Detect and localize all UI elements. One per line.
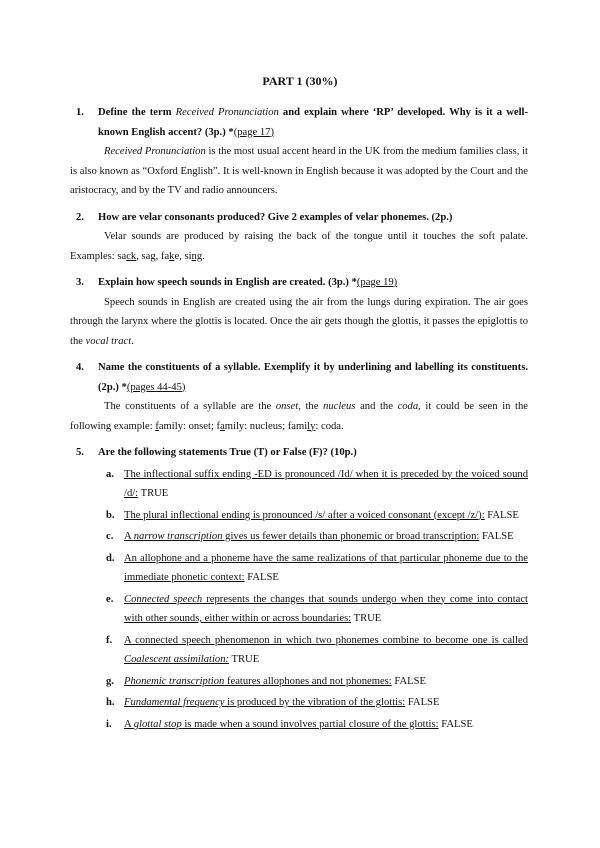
answer-4 — [70, 397, 528, 436]
answer-text: : coda. — [315, 420, 344, 432]
statement-text — [124, 506, 528, 526]
statement-underlined: The inflectional suffix ending -ED is pronounced /Id/ when it is preceded by the voiced sound /d/: — [124, 468, 528, 499]
question-text: Are the following statements True (T) or False (F)? (10p.) — [98, 447, 357, 458]
question-text-part: Explain how speech sounds in English are created. (3p.) * — [98, 277, 357, 288]
underlined-letters: ck — [126, 250, 137, 262]
statement-letter: e. — [106, 593, 114, 605]
statement-underlined: An allophone and a phoneme have the same realizations of that particular phoneme due to the immediate phonetic context: — [124, 552, 528, 583]
question-number: 2. — [76, 211, 84, 223]
underlined-letters: g — [150, 250, 156, 262]
answer-text: The constituents of a syllable are the — [104, 401, 276, 412]
question-text-part: Define the term — [98, 107, 176, 118]
statement-letter: d. — [106, 552, 115, 564]
answer-2 — [70, 227, 528, 266]
answer-text: is the most usual accent heard in the UK from the medium families class, it is also known as “Oxford English”. It is well-known in English because it was adopted by the Court and the aristocracy, and by the TV and radio announcers. — [70, 146, 528, 196]
page-reference-link[interactable]: (page 19) — [356, 277, 398, 288]
question-5 — [70, 443, 528, 734]
statement-text — [124, 549, 528, 588]
question-1 — [70, 103, 528, 201]
question-heading — [70, 208, 528, 228]
page-reference-link[interactable]: (page 17) — [233, 126, 274, 138]
underlined-letters: ng — [191, 250, 203, 262]
statement-term: Connected speech — [124, 593, 203, 605]
statement-answer: FALSE — [484, 509, 519, 521]
statement-letter: f. — [106, 634, 113, 646]
statement-letter: b. — [106, 509, 115, 521]
statement-i — [70, 715, 528, 735]
statement-part: A — [124, 718, 134, 730]
statement-answer: FALSE — [479, 531, 514, 542]
true-false-list — [70, 465, 528, 735]
answer-text: mily: nucleus; fami — [224, 420, 308, 432]
statement-part: A connected speech phenomenon in which two phonemes combine to become one is called — [124, 634, 528, 646]
underlined-letters: ly — [307, 420, 316, 432]
page-reference-link[interactable]: (pages 44-45) — [126, 381, 186, 393]
answer-text: amily: onset; f — [158, 420, 221, 432]
answer-text: . — [202, 250, 205, 262]
question-heading — [70, 273, 528, 293]
statement-a — [70, 465, 528, 504]
statement-term: Coalescent assimilation: — [124, 654, 230, 665]
answer-1 — [70, 142, 528, 201]
statement-letter: a. — [106, 468, 114, 480]
answer-text: and the — [355, 401, 398, 412]
answer-text: e, si — [174, 250, 192, 262]
answer-term: nucleus — [323, 401, 356, 412]
answer-text: , fa — [155, 250, 170, 262]
statement-part: is made when a sound involves partial closure of the glottis: — [181, 718, 439, 730]
statement-answer: FALSE — [438, 718, 473, 730]
underlined-letters: a — [220, 420, 225, 432]
statement-answer: FALSE — [244, 572, 279, 583]
statement-term: glottal stop — [133, 718, 182, 730]
question-2 — [70, 208, 528, 267]
statement-answer: FALSE — [405, 697, 440, 708]
answer-text: , sa — [136, 250, 151, 262]
statement-letter: i. — [106, 718, 112, 730]
question-text — [98, 103, 528, 142]
statement-text — [124, 590, 528, 629]
question-3 — [70, 273, 528, 351]
question-heading — [70, 443, 528, 463]
question-text-part: Name the constituents of a syllable. Exemplify it by underlining and labelling its constituents. (2p.) * — [98, 362, 528, 393]
statement-b — [70, 506, 528, 526]
statement-underlined — [124, 697, 405, 708]
statement-f — [70, 631, 528, 670]
statement-underlined — [124, 676, 392, 687]
statement-part: is produced by the vibration of the glottis: — [224, 697, 406, 708]
statement-underlined: The plural inflectional ending is pronounced /s/ after a voiced consonant (except /z/): — [124, 509, 485, 521]
answer-term: vocal tract — [85, 335, 132, 347]
statement-text — [124, 715, 528, 735]
question-number: 1. — [76, 107, 84, 118]
statement-term: Phonemic transcription — [124, 675, 225, 687]
underlined-letters: f — [155, 420, 159, 432]
statement-c — [70, 527, 528, 547]
underlined-letters: k — [169, 250, 175, 262]
question-number: 5. — [76, 447, 84, 458]
answer-term: onset — [275, 401, 299, 412]
answer-text: , the — [298, 401, 324, 412]
statement-answer: FALSE — [391, 675, 426, 687]
answer-term: Received Pronunciation — [104, 146, 206, 157]
statement-g — [70, 672, 528, 692]
statement-underlined — [124, 719, 439, 730]
statement-letter: h. — [106, 697, 115, 708]
statement-letter: g. — [106, 675, 114, 687]
statement-text — [124, 465, 528, 504]
question-text: How are velar consonants produced? Give 2 examples of velar phonemes. (2p.) — [98, 211, 453, 223]
statement-term: narrow transcription — [133, 531, 223, 542]
statement-term: Fundamental frequency — [124, 697, 225, 708]
answer-text: , it could be seen in the following example: — [70, 401, 528, 432]
statement-text — [124, 672, 528, 692]
statement-text — [124, 693, 528, 713]
answer-text: Speech sounds in English are created using the air from the lungs during expiration. The air goes through the larynx where the glottis is located. Once the air gets though the glottis, it passes the epiglottis to the — [70, 296, 528, 347]
statement-part: A — [124, 531, 134, 542]
statement-part: gives us fewer details than phonemic or broad transcription: — [222, 531, 480, 542]
question-term: Received Pronunciation — [175, 107, 279, 118]
answer-text: Velar sounds are produced by raising the back of the tongue until it touches the soft palate. Examples: sa — [70, 231, 528, 262]
statement-underlined — [124, 594, 528, 625]
question-number: 4. — [76, 362, 84, 373]
statement-underlined — [124, 531, 479, 542]
statement-text — [124, 527, 528, 547]
question-4 — [70, 358, 528, 436]
question-text — [98, 358, 528, 397]
question-heading — [70, 358, 528, 397]
statement-text — [124, 631, 528, 670]
answer-term: coda — [397, 401, 419, 412]
question-heading — [70, 103, 528, 142]
answer-text: . — [131, 335, 134, 347]
statement-e — [70, 590, 528, 629]
document-content — [70, 103, 528, 741]
statement-underlined — [124, 635, 528, 666]
statement-answer: TRUE — [351, 613, 382, 624]
statement-part: represents the changes that sounds undergo when they come into contact with other sounds, either within or across boundaries: — [124, 593, 528, 624]
question-text — [98, 273, 528, 293]
statement-d — [70, 549, 528, 588]
statement-part: features allophones and not phonemes: — [224, 675, 392, 687]
statement-h — [70, 693, 528, 713]
statement-answer: TRUE — [138, 488, 169, 499]
answer-3 — [70, 293, 528, 352]
statement-answer: TRUE — [229, 654, 260, 665]
page-title: PART 1 (30%) — [262, 74, 338, 88]
statement-letter: c. — [106, 531, 114, 542]
question-number: 3. — [76, 277, 84, 288]
question-text-part: and explain where ‘RP’ developed. Why is it a well-known English accent? (3p.) * — [98, 107, 528, 138]
